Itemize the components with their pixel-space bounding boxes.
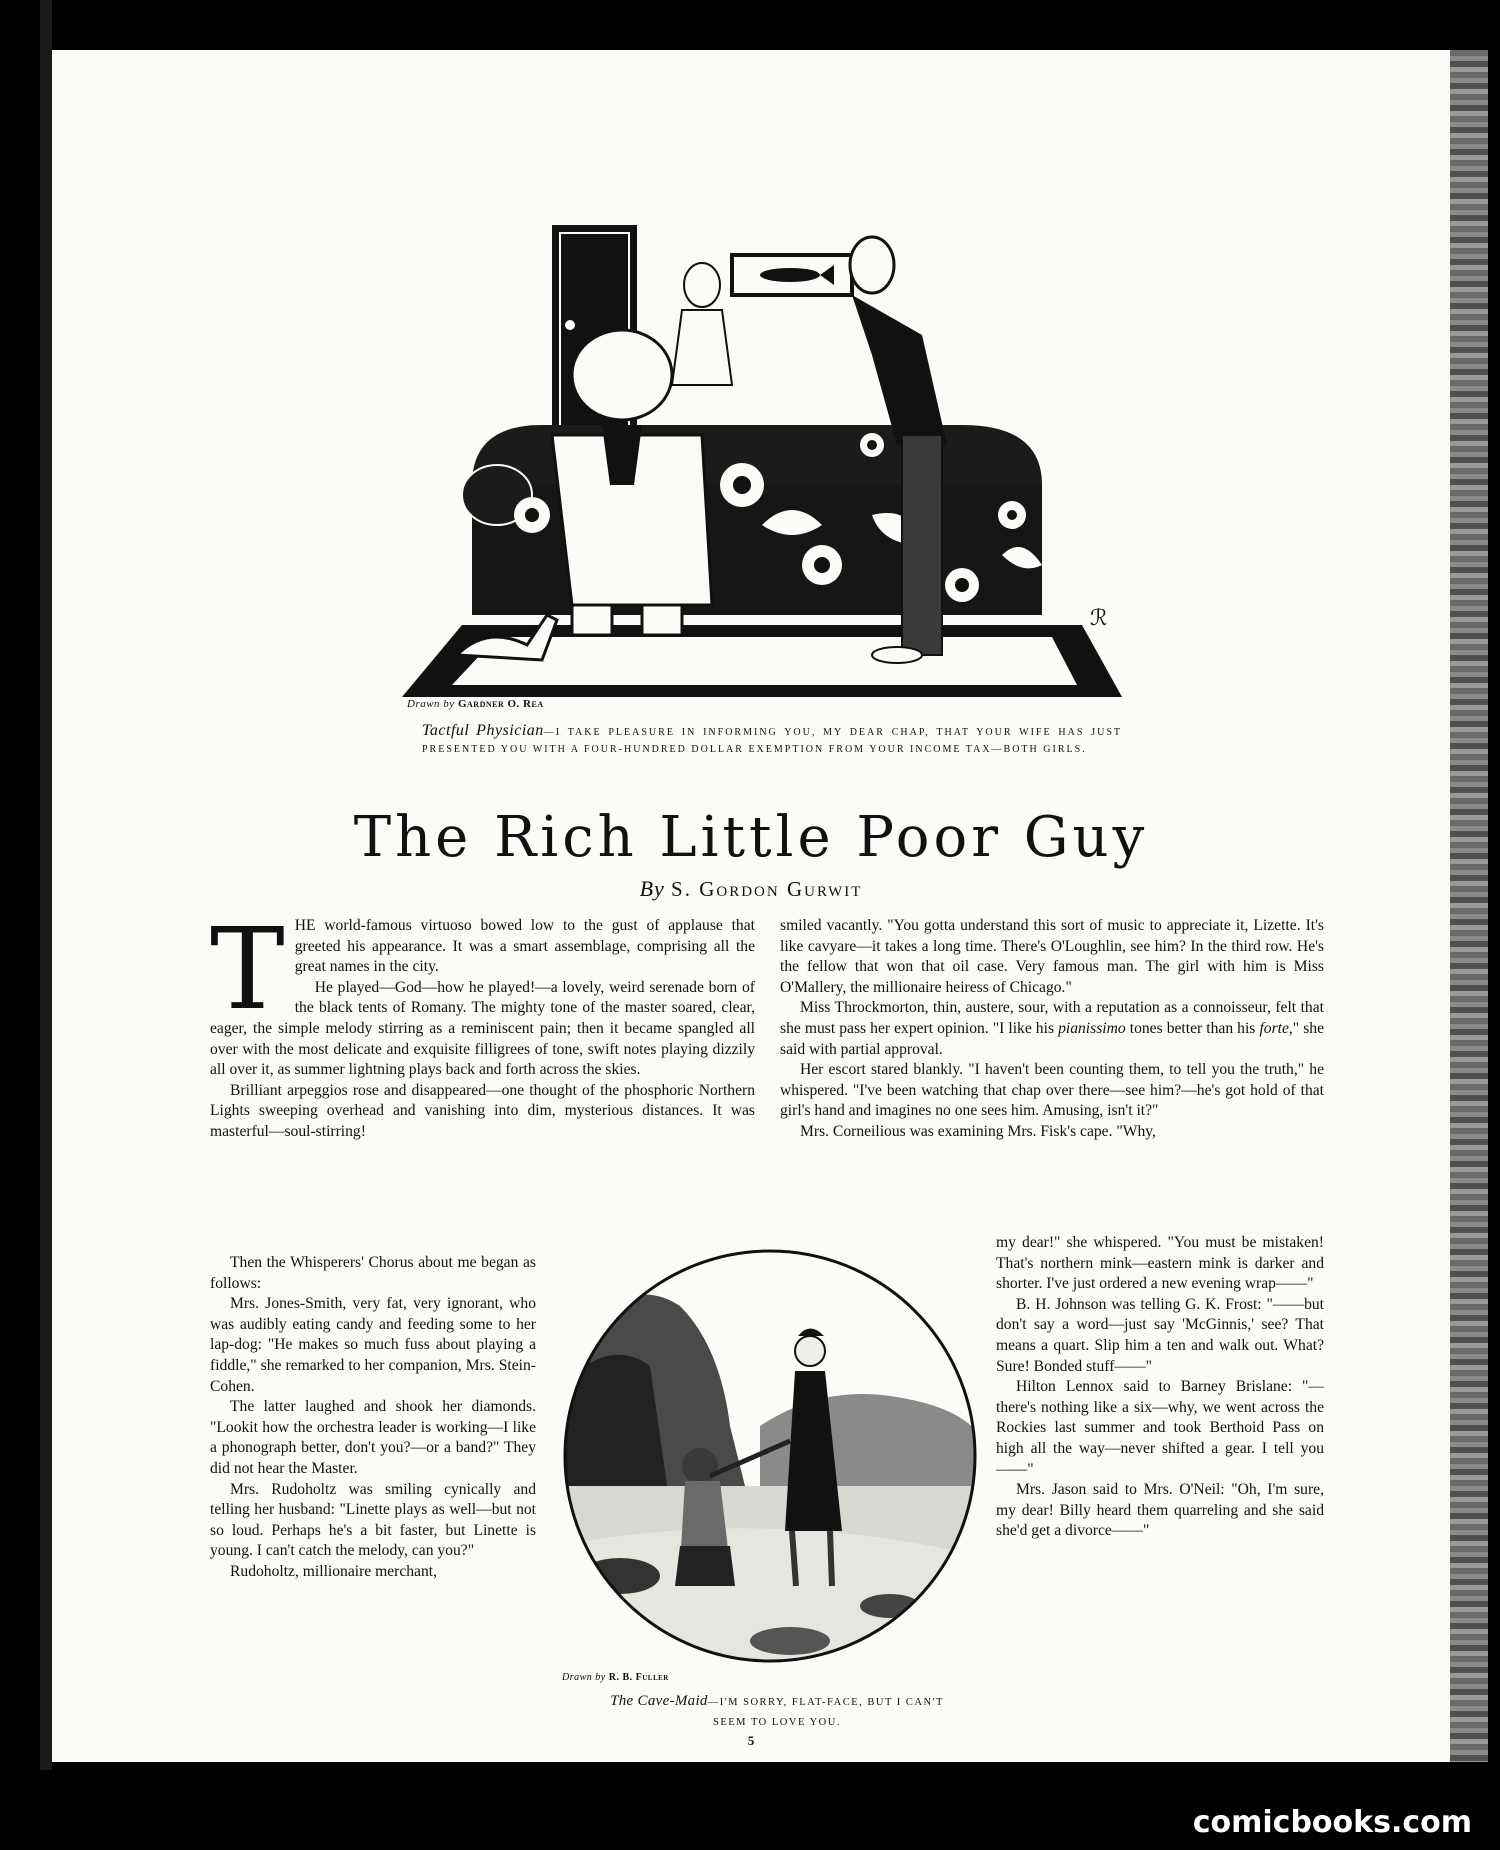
book-binding: [1450, 50, 1488, 1762]
drop-cap: T: [210, 905, 285, 1035]
article-paragraph: Then the Whisperers' Chorus about me began as follows:: [210, 1254, 536, 1292]
watermark: comicbooks.com: [1192, 1805, 1472, 1840]
article-paragraph: The latter laughed and shook her diamonds. "Lookit how the orchestra leader is working—I like a phonograph better, don't you?—or a band?" They did not hear the Master.: [210, 1398, 536, 1477]
magazine-page: [52, 50, 1450, 1762]
top-cartoon-illustration: [402, 185, 1142, 697]
circle-illustration-caption: The Cave-Maid—I'M SORRY, FLAT-FACE, BUT I CAN'T SEEM TO LOVE YOU.: [610, 1693, 944, 1728]
top-illustration-credit: Drawn by Gardner O. Rea: [407, 698, 544, 710]
cave-maid-illustration: [560, 1246, 980, 1666]
byline: By S. Gordon Gurwit: [639, 876, 863, 901]
article-title: The Rich Little Poor Guy: [353, 805, 1149, 870]
svg-text:ℛ: ℛ: [1090, 606, 1108, 631]
article-paragraph: Mrs. Jones-Smith, very fat, very ignorant, who was audibly eating candy and feeding some to her lap-dog: "He makes so much fuss about playing a fiddle," she remarked to her companion, Mrs. Stein-Cohen.: [210, 1295, 536, 1395]
article-paragraph: smiled vacantly. "You gotta understand this sort of music to appreciate it, Lizette. It's like cavyare—it takes a long time. There's O'Loughlin, see him? In the third row. He's the fellow that won that oil case. Very famous man. The girl with him is Miss O'Mallery, the millionaire heiress of Chicago.": [780, 917, 1324, 996]
top-illustration-caption: Tactful Physician—I TAKE PLEASURE IN INFORMING YOU, MY DEAR CHAP, THAT YOUR WIFE HAS JUST PRESENTED YOU WITH A FOUR-HUNDRED DOLLAR EXEMPTION FROM YOUR INCOME TAX—BOTH GIRLS.: [422, 722, 1122, 755]
article-paragraph: Miss Throckmorton, thin, austere, sour, with a reputation as a connoisseur, felt that she must pass her expert opinion. "I like his pianissimo tones better than his forte," she said with partial approval.: [780, 999, 1325, 1058]
article-paragraph: Mrs. Jason said to Mrs. O'Neil: "Oh, I'm sure, my dear! Billy heard them quarreling and she said she'd get a divorce——": [996, 1481, 1324, 1540]
article-paragraph: my dear!" she whispered. "You must be mistaken! That's northern mink—eastern mink is darker and shorter. I've just ordered a new evening wrap——": [996, 1234, 1324, 1293]
article-paragraph: B. H. Johnson was telling G. K. Frost: "——but don't say a word—just say 'McGinnis,' see? That means a quart. Slip him a ten and walk out. What? Sure! Bonded stuff——": [996, 1295, 1324, 1375]
article-paragraph: He played—God—how he played!—a lovely, weird serenade born of the black tents of Romany. The mighty tone of the master soared, clear, eager, the simple melody stirring as a reminiscent pain; then it became spangled all over with the most delicate and exquisite filligrees of tone, swift notes playing dizzily all over it, as summer lightning plays back and forth across the skies.: [210, 978, 755, 1079]
page-number: 5: [747, 1733, 755, 1748]
article-paragraph: Her escort stared blankly. "I haven't been counting them, to tell you the truth," he whispered. "I've been watching that chap over there—see him?—he's got hold of that girl's hand and imagines no one sees him. Amusing, isn't it?": [780, 1061, 1324, 1120]
article-paragraph: Mrs. Rudoholtz was smiling cynically and telling her husband: "Linette plays as well—but not so loud. Perhaps he's a bit faster, but Linette is young. I can't catch the melody, can you?": [210, 1480, 536, 1560]
article-paragraph: Hilton Lennox said to Barney Brislane: "—there's nothing like a six—why, we went across the Rockies last summer and took Berthoid Pass on high all the way—never shifted a gear. I tell you——": [996, 1378, 1324, 1478]
article-column-left: [210, 905, 755, 1143]
article-column-right-narrow: [996, 1233, 1324, 1542]
article-paragraph: Mrs. Corneilious was examining Mrs. Fisk's cape. "Why,: [800, 1122, 1156, 1140]
article-column-right: [780, 916, 1324, 1143]
article-paragraph-opening: THE world-famous virtuoso bowed low to the gust of applause that greeted his appearance. It was a smart assemblage, comprising all the great names in the city.: [210, 905, 755, 1035]
circle-illustration-credit: Drawn by R. B. Fuller: [562, 1672, 669, 1683]
article-paragraph: Brilliant arpeggios rose and disappeared—one thought of the phosphoric Northern Lights sweeping overhead and vanishing into dim, mysterious distances. It was masterful—soul-stirring!: [210, 1081, 755, 1140]
article-paragraph: Rudoholtz, millionaire merchant,: [230, 1562, 437, 1580]
book-spine: [40, 0, 52, 1770]
article-column-left-narrow: [210, 1253, 536, 1583]
